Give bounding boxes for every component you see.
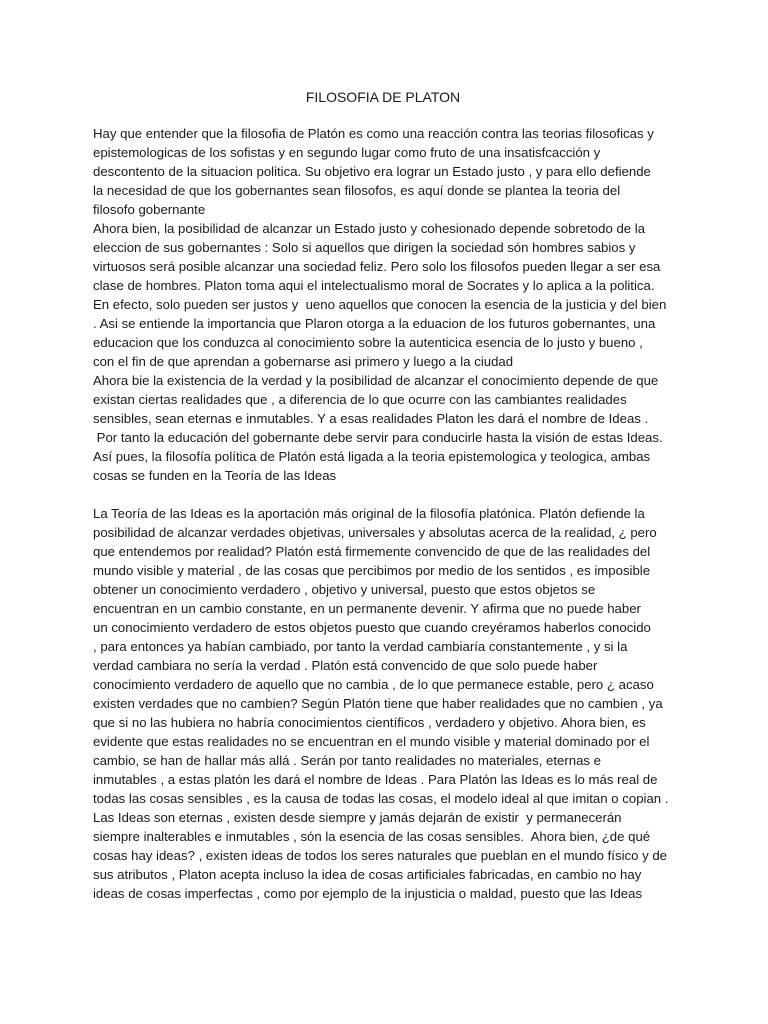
text-line: un conocimiento verdadero de estos objetos puesto que cuando creyéramos haberlos conocido	[93, 620, 651, 635]
text-line: cosas hay ideas? , existen ideas de todos los seres naturales que pueblan en el mundo físico y de	[93, 848, 668, 863]
text-line: Ahora bie la existencia de la verdad y la posibilidad de alcanzar el conocimiento depende de que	[93, 373, 659, 388]
document-title: FILOSOFIA DE PLATON	[305, 89, 461, 105]
paragraph-2	[93, 504, 768, 903]
text-line: que entendemos por realidad? Platón está firmemente convencido de que de las realidades del	[93, 544, 651, 559]
text-line: existen verdades que no cambien? Según Platón tiene que haber realidades que no cambien , ya	[93, 696, 663, 711]
text-line: Por tanto la educación del gobernante debe servir para conducirle hasta la visión de estas Ideas.	[93, 430, 663, 445]
text-line: encuentran en un cambio constante, en un permanente devenir. Y afirma que no puede haber	[93, 601, 641, 616]
text-line: que si no las hubiera no habría conocimientos científicos , verdadero y objetivo. Ahora bien, es	[93, 715, 646, 730]
text-line: mundo visible y material , de las cosas que percibimos por medio de los sentidos , es imposible	[93, 563, 651, 578]
paragraph-gap	[93, 485, 768, 504]
text-line: posibilidad de alcanzar verdades objetivas, universales y absolutas acerca de la realidad, ¿ pero	[93, 525, 657, 540]
text-line: con el fin de que aprendan a gobernarse asi primero y luego a la ciudad	[93, 354, 514, 369]
text-line: cambio, se han de hallar más allá . Serán por tanto realidades no materiales, eternas e	[93, 753, 602, 768]
text-line: evidente que estas realidades no se encuentran en el mundo visible y material dominado por el	[93, 734, 650, 749]
text-line: epistemologicas de los sofistas y en segundo lugar como fruto de una insatisfcacción y	[93, 145, 601, 160]
text-line: cosas se funden en la Teoría de las Ideas	[93, 468, 337, 483]
text-line: siempre inalterables e inmutables , són la esencia de las cosas sensibles. Ahora bien, ¿de qué	[93, 829, 651, 844]
text-line: ideas de cosas imperfectas , como por ejemplo de la injusticia o maldad, puesto que las Ideas	[93, 886, 643, 901]
text-line: educacion que los conduzca al conocimiento sobre la autenticica esencia de lo justo y bueno ,	[93, 335, 643, 350]
text-line: Así pues, la filosofía política de Platón está ligada a la teoria epistemologica y teologica, ambas	[93, 449, 651, 464]
text-line: todas las cosas sensibles , es la causa de todas las cosas, el modelo ideal al que imitan o copian .	[93, 791, 669, 806]
text-line: eleccion de sus gobernantes : Solo si aquellos que dirigen la sociedad són hombres sabios y	[93, 240, 636, 255]
text-line: Las Ideas son eternas , existen desde siempre y jamás dejarán de existir y permanecerán	[93, 810, 622, 825]
text-line: Ahora bien, la posibilidad de alcanzar un Estado justo y cohesionado depende sobretodo de la	[93, 221, 646, 236]
text-line: , para entonces ya habían cambiado, por tanto la verdad cambiaría constantemente , y si la	[93, 639, 628, 654]
text-line: verdad cambiara no sería la verdad . Platón está convencido de que solo puede haber	[93, 658, 598, 673]
text-line: existan ciertas realidades que , a diferencia de lo que ocurre con las cambiantes realidades	[93, 392, 627, 407]
text-line: sus atributos , Platon acepta incluso la idea de cosas artificiales fabricadas, en cambio no hay	[93, 867, 642, 882]
text-line: la necesidad de que los gobernantes sean filosofos, es aquí donde se plantea la teoria del	[93, 183, 621, 198]
paragraph-1	[93, 124, 768, 485]
text-line: virtuosos será posible alcanzar una sociedad feliz. Pero solo los filosofos pueden llegar a ser esa	[93, 259, 661, 274]
text-line: La Teoría de las Ideas es la aportación más original de la filosofía platónica. Platón defiende la	[93, 506, 645, 521]
text-line: . Asi se entiende la importancia que Plaron otorga a la eduacion de los futuros gobernantes, una	[93, 316, 656, 331]
text-line: En efecto, solo pueden ser justos y ueno aquellos que conocen la esencia de la justicia y del bien	[93, 297, 667, 312]
text-line: conocimiento verdadero de aquello que no cambia , de lo que permanece estable, pero ¿ acaso	[93, 677, 654, 692]
text-line: clase de hombres. Platon toma aqui el intelectualismo moral de Socrates y lo aplica a la politica.	[93, 278, 655, 293]
text-line: sensibles, sean eternas e inmutables. Y a esas realidades Platon les dará el nombre de Ideas .	[93, 411, 649, 426]
text-line: descontento de la situacion politica. Su objetivo era lograr un Estado justo , y para ello defiende	[93, 164, 651, 179]
text-line: Hay que entender que la filosofia de Platón es como una reacción contra las teorias filosoficas y	[93, 126, 654, 141]
text-line: obtener un conocimiento verdadero , objetivo y universal, puesto que estos objetos se	[93, 582, 596, 597]
text-line: inmutables , a estas platón les dará el nombre de Ideas . Para Platón las Ideas es lo más real de	[93, 772, 658, 787]
text-line: filosofo gobernante	[93, 202, 206, 217]
